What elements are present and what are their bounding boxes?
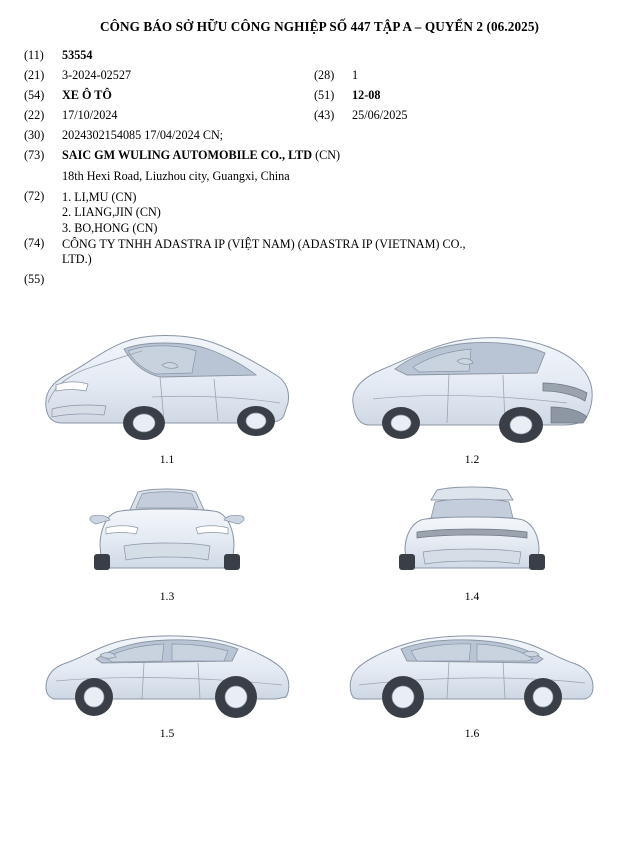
field-code: (22): [24, 107, 45, 122]
field-row: [24, 69, 615, 89]
figure-row: [22, 476, 617, 603]
figure-1-3: [22, 476, 312, 603]
car-side-left-drawing: [32, 613, 302, 725]
field-value-filing-number: 3-2024-02527: [62, 67, 132, 82]
field-value-title-of-design: XE Ô TÔ: [62, 87, 112, 102]
field-right: [314, 69, 615, 81]
field-left: [24, 89, 314, 101]
field-row: [24, 89, 615, 109]
car-front-view-drawing: [32, 476, 302, 588]
field-row: [24, 273, 615, 293]
field-row: [24, 170, 615, 190]
field-value-design-count: 1: [352, 67, 359, 82]
field-row: [24, 149, 615, 169]
field-code: (55): [24, 271, 45, 286]
car-side-right-drawing: [337, 613, 607, 725]
field-code: (11): [24, 47, 44, 62]
field-value-filing-date: 17/10/2024: [62, 107, 118, 122]
field-code: (43): [314, 107, 335, 122]
field-value-application-number: 53554: [62, 47, 93, 62]
field-code: (28): [314, 67, 335, 82]
figure-caption: 1.3: [159, 589, 175, 603]
document-page: [0, 19, 639, 854]
field-code: (51): [314, 87, 335, 102]
field-left: [24, 69, 314, 81]
figure-caption: 1.5: [159, 726, 175, 740]
car-front-three-quarter-left-drawing: [32, 311, 302, 451]
applicant-country: (CN): [315, 147, 341, 162]
drawing-sheet: [0, 311, 639, 740]
figure-row: [22, 613, 617, 740]
car-rear-view-drawing: [337, 476, 607, 588]
field-row: [24, 109, 615, 129]
figure-1-1: [22, 311, 312, 466]
applicant-address: 18th Hexi Road, Liuzhou city, Guangxi, China: [62, 168, 290, 183]
bibliographic-fields: [0, 49, 639, 293]
field-code: (74): [24, 235, 45, 250]
field-code: (73): [24, 147, 45, 162]
figure-caption: 1.1: [159, 452, 175, 466]
figure-row: [22, 311, 617, 466]
field-left: [24, 109, 314, 121]
field-value-applicant: [62, 149, 615, 161]
field-code: (21): [24, 67, 45, 82]
page-title: CÔNG BÁO SỞ HỮU CÔNG NGHIỆP SỐ 447 TẬP A – QUYỂN 2 (06.2025): [99, 19, 540, 34]
car-rear-three-quarter-right-drawing: [337, 311, 607, 451]
field-right: [314, 109, 615, 121]
field-code: (72): [24, 188, 45, 203]
field-row: [24, 129, 615, 149]
inventor-item: 2. LIANG,JIN (CN): [62, 205, 161, 220]
field-code: (54): [24, 87, 45, 102]
field-right: [314, 89, 615, 101]
applicant-name: SAIC GM WULING AUTOMOBILE CO., LTD: [62, 147, 313, 162]
figure-1-5: [22, 613, 312, 740]
figure-1-6: [327, 613, 617, 740]
figure-1-2: [327, 311, 617, 466]
field-value-classification: 12-08: [352, 87, 381, 102]
field-code: (30): [24, 127, 45, 142]
field-row: [24, 49, 615, 69]
field-row: [24, 190, 615, 237]
figure-caption: 1.6: [464, 726, 480, 740]
field-value-priority: 2024302154085 17/04/2024 CN;: [62, 127, 224, 142]
field-value-representative: [62, 237, 615, 268]
figure-caption: 1.2: [464, 452, 480, 466]
inventor-item: 3. BO,HONG (CN): [62, 221, 158, 236]
field-value-publication-date: 25/06/2025: [352, 107, 408, 122]
representative-line: CÔNG TY TNHH ADASTRA IP (VIỆT NAM) (ADASTRA IP (VIETNAM) CO.,: [62, 236, 466, 251]
inventor-item: 1. LI,MU (CN): [62, 189, 137, 204]
field-row: [24, 237, 615, 268]
figure-caption: 1.4: [464, 589, 480, 603]
figure-1-4: [327, 476, 617, 603]
representative-line: LTD.): [62, 252, 92, 267]
field-value-inventors: [62, 190, 615, 237]
